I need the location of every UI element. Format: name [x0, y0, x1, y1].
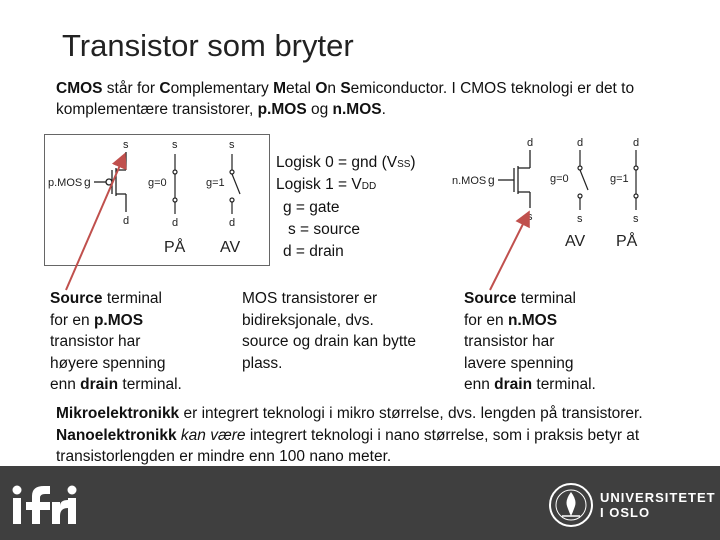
- nmos-drain-label: d: [527, 137, 534, 149]
- intro-text: n: [327, 80, 341, 97]
- pmos-note-text: enn: [50, 376, 81, 393]
- bottom-bold-nano: Nanoelektronikk: [56, 426, 177, 444]
- legend-logic1-text: Logisk 1 = V: [276, 176, 362, 193]
- pmos-note-text: terminal.: [118, 376, 182, 393]
- bidirectional-note-line3: source og drain kan bytte: [242, 333, 417, 350]
- nmos-switch1-gate: g=1: [610, 173, 629, 185]
- pmos-label: p.MOS: [48, 177, 83, 189]
- nmos-note-drain: drain: [494, 376, 533, 393]
- intro-bold-pmos: p.MOS: [257, 101, 307, 118]
- nmos-note-line1: [464, 288, 596, 310]
- pmos-note: [50, 288, 182, 396]
- nmos-note-line2: [464, 310, 596, 332]
- nmos-gate-label: g: [488, 173, 495, 187]
- nmos-switch0-source: s: [577, 213, 583, 225]
- nmos-note-text: enn: [464, 376, 495, 393]
- intro-bold-c: C: [159, 80, 171, 97]
- legend-drain: d = drain: [283, 243, 344, 260]
- pmos-source-arrow: [66, 156, 124, 290]
- nmos-state-on: PÅ: [616, 233, 638, 250]
- legend-logic0-close: ): [410, 154, 416, 171]
- bottom-paragraph: [56, 403, 676, 468]
- intro-bold-m: M: [273, 80, 286, 97]
- intro-bold-cmos: CMOS: [56, 80, 103, 97]
- pmos-note-source: Source: [50, 290, 103, 307]
- nmos-source-arrow: [490, 214, 528, 290]
- pmos-note-text: for en: [50, 311, 94, 329]
- nmos-label: n.MOS: [452, 175, 487, 187]
- university-name-line1: UNIVERSITETET: [600, 490, 716, 505]
- pmos-source-label: s: [123, 139, 129, 151]
- pmos-state-off: AV: [220, 239, 241, 256]
- nmos-note: [464, 288, 596, 396]
- slide-title: Transistor som bryter: [62, 28, 354, 63]
- nmos-note-line3: transistor har: [464, 333, 555, 350]
- nmos-note-line5: [464, 374, 596, 396]
- legend-source: s = source: [288, 221, 360, 238]
- intro-text: omplementary: [170, 80, 274, 97]
- ifi-logo: [10, 484, 82, 528]
- bottom-text: integrert teknologi i nano størrelse, som i praksis betyr at transistorlengden er mindre enn 100 nano meter.: [56, 426, 640, 465]
- pmos-drain-label: d: [123, 215, 130, 227]
- pmos-note-line3: transistor har: [50, 333, 141, 350]
- bottom-bold-micro: Mikroelektronikk: [56, 405, 180, 422]
- pmos-note-line2: [50, 310, 182, 332]
- university-name: [600, 490, 716, 520]
- bottom-text: er integrert teknologi i mikro størrelse, dvs. lengden på transistorer.: [179, 405, 643, 422]
- nmos-note-text: terminal.: [532, 376, 596, 393]
- intro-text: og: [306, 101, 333, 118]
- bidirectional-note-line1: MOS transistorer er: [242, 290, 378, 307]
- legend-gate: g = gate: [283, 199, 340, 216]
- university-name-line2: I OSLO: [600, 505, 651, 520]
- pmos-gate-label: g: [84, 175, 91, 189]
- nmos-switch1-source: s: [633, 213, 639, 225]
- nmos-note-line4: lavere spenning: [464, 354, 574, 372]
- intro-bold-s: S: [340, 80, 351, 97]
- pmos-switch1-gate: g=1: [206, 177, 225, 189]
- footer-bar: [0, 466, 720, 540]
- intro-text: emiconductor. I CMOS teknologi er det to komplementære transistorer,: [56, 80, 635, 118]
- legend-logic0-text: Logisk 0 = gnd (V: [276, 154, 398, 171]
- nmos-note-text: for en: [464, 311, 508, 329]
- pmos-switch0-drain: d: [172, 217, 179, 229]
- bidirectional-note-line4: plass.: [242, 354, 283, 372]
- pmos-note-drain: drain: [80, 376, 119, 393]
- nmos-switch1-drain: d: [633, 137, 640, 149]
- nmos-switch0-drain: d: [577, 137, 584, 149]
- nmos-source-label: s: [527, 211, 533, 223]
- legend-vss-sub: SS: [397, 159, 411, 170]
- university-seal: [548, 482, 594, 528]
- nmos-state-off: AV: [565, 233, 586, 250]
- ifi-logo-text: [0, 466, 1, 467]
- pmos-switch1-source: s: [229, 139, 235, 151]
- pmos-state-on: PÅ: [164, 239, 186, 256]
- bidirectional-note-line2: bidireksjonale, dvs.: [242, 311, 374, 329]
- nmos-note-text: terminal: [516, 290, 576, 307]
- legend-vdd-sub: DD: [361, 181, 377, 192]
- pmos-switch1-drain: d: [229, 217, 236, 229]
- bidirectional-note: [242, 288, 416, 374]
- pmos-note-line5: [50, 374, 182, 396]
- intro-bold-o: O: [315, 80, 328, 97]
- pmos-note-text: terminal: [102, 290, 162, 307]
- intro-text: etal: [286, 80, 316, 97]
- pmos-note-line4: høyere spenning: [50, 354, 166, 372]
- intro-bold-nmos: n.MOS: [332, 101, 382, 118]
- nmos-note-nmos: n.MOS: [507, 311, 558, 329]
- pmos-note-line1: [50, 288, 182, 310]
- bottom-italic: kan være: [176, 426, 246, 444]
- intro-text: .: [381, 101, 386, 118]
- nmos-note-source: Source: [464, 290, 517, 307]
- pmos-switch0-gate: g=0: [148, 177, 167, 189]
- intro-text: står for: [102, 80, 160, 97]
- pmos-switch0-source: s: [172, 139, 178, 151]
- nmos-switch0-gate: g=0: [550, 173, 569, 185]
- pmos-note-pmos: p.MOS: [93, 311, 144, 329]
